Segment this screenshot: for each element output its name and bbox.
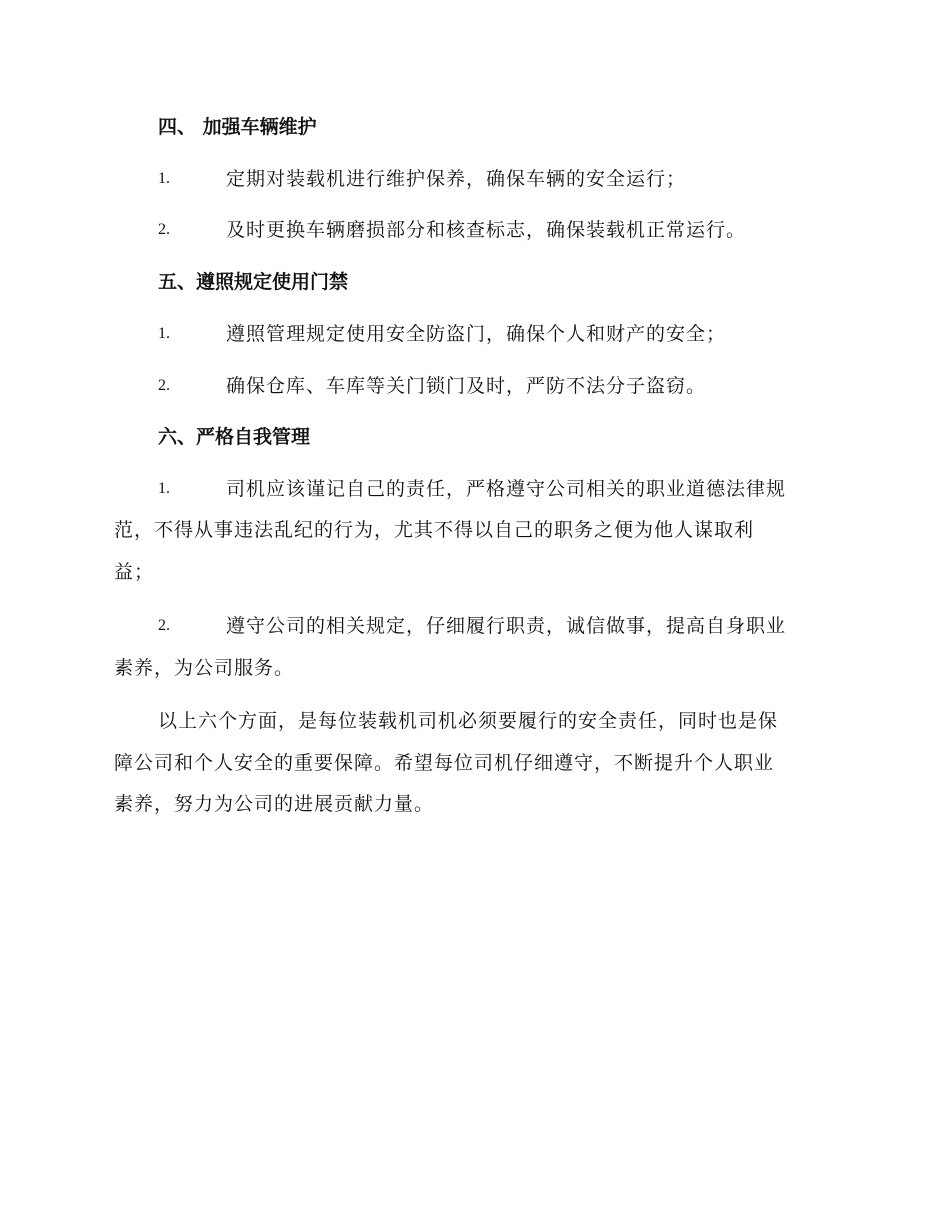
conclusion-line: 障公司和个人安全的重要保障。希望每位司机仔细遵守，不断提升个人职业 — [114, 752, 775, 774]
section-heading-5: 五、遵照规定使用门禁 — [158, 271, 349, 293]
list-item-number: 1. — [158, 325, 170, 342]
list-item-text-line: 遵守公司的相关规定，仔细履行职责，诚信做事，提高自身职业 — [226, 615, 787, 637]
list-item-text: 定期对装载机进行维护保养，确保车辆的安全运行； — [226, 168, 687, 190]
list-item-number: 1. — [158, 480, 170, 497]
list-item-text-line: 范，不得从事违法乱纪的行为，尤其不得以自己的职务之便为他人谋取利 — [114, 519, 755, 541]
list-item-text: 及时更换车辆磨损部分和核查标志，确保装载机正常运行。 — [226, 219, 747, 241]
list-item-number: 2. — [158, 221, 170, 238]
list-item-text-line: 司机应该谨记自己的责任，严格遵守公司相关的职业道德法律规 — [226, 478, 787, 500]
list-item-number: 1. — [158, 170, 170, 187]
list-item-text-line: 益； — [114, 561, 155, 583]
list-item-text-line: 素养，为公司服务。 — [114, 657, 295, 679]
list-item-text: 确保仓库、车库等关门锁门及时，严防不法分子盗窃。 — [226, 375, 707, 397]
list-item-number: 2. — [158, 377, 170, 394]
section-heading-4: 四、 加强车辆维护 — [158, 116, 317, 138]
list-item-number: 2. — [158, 617, 170, 634]
list-item-text: 遵照管理规定使用安全防盗门，确保个人和财产的安全； — [226, 323, 727, 345]
conclusion-line: 以上六个方面，是每位装载机司机必须要履行的安全责任，同时也是保 — [158, 710, 779, 732]
section-heading-6: 六、严格自我管理 — [158, 426, 311, 448]
conclusion-line: 素养，努力为公司的进展贡献力量。 — [114, 793, 435, 815]
